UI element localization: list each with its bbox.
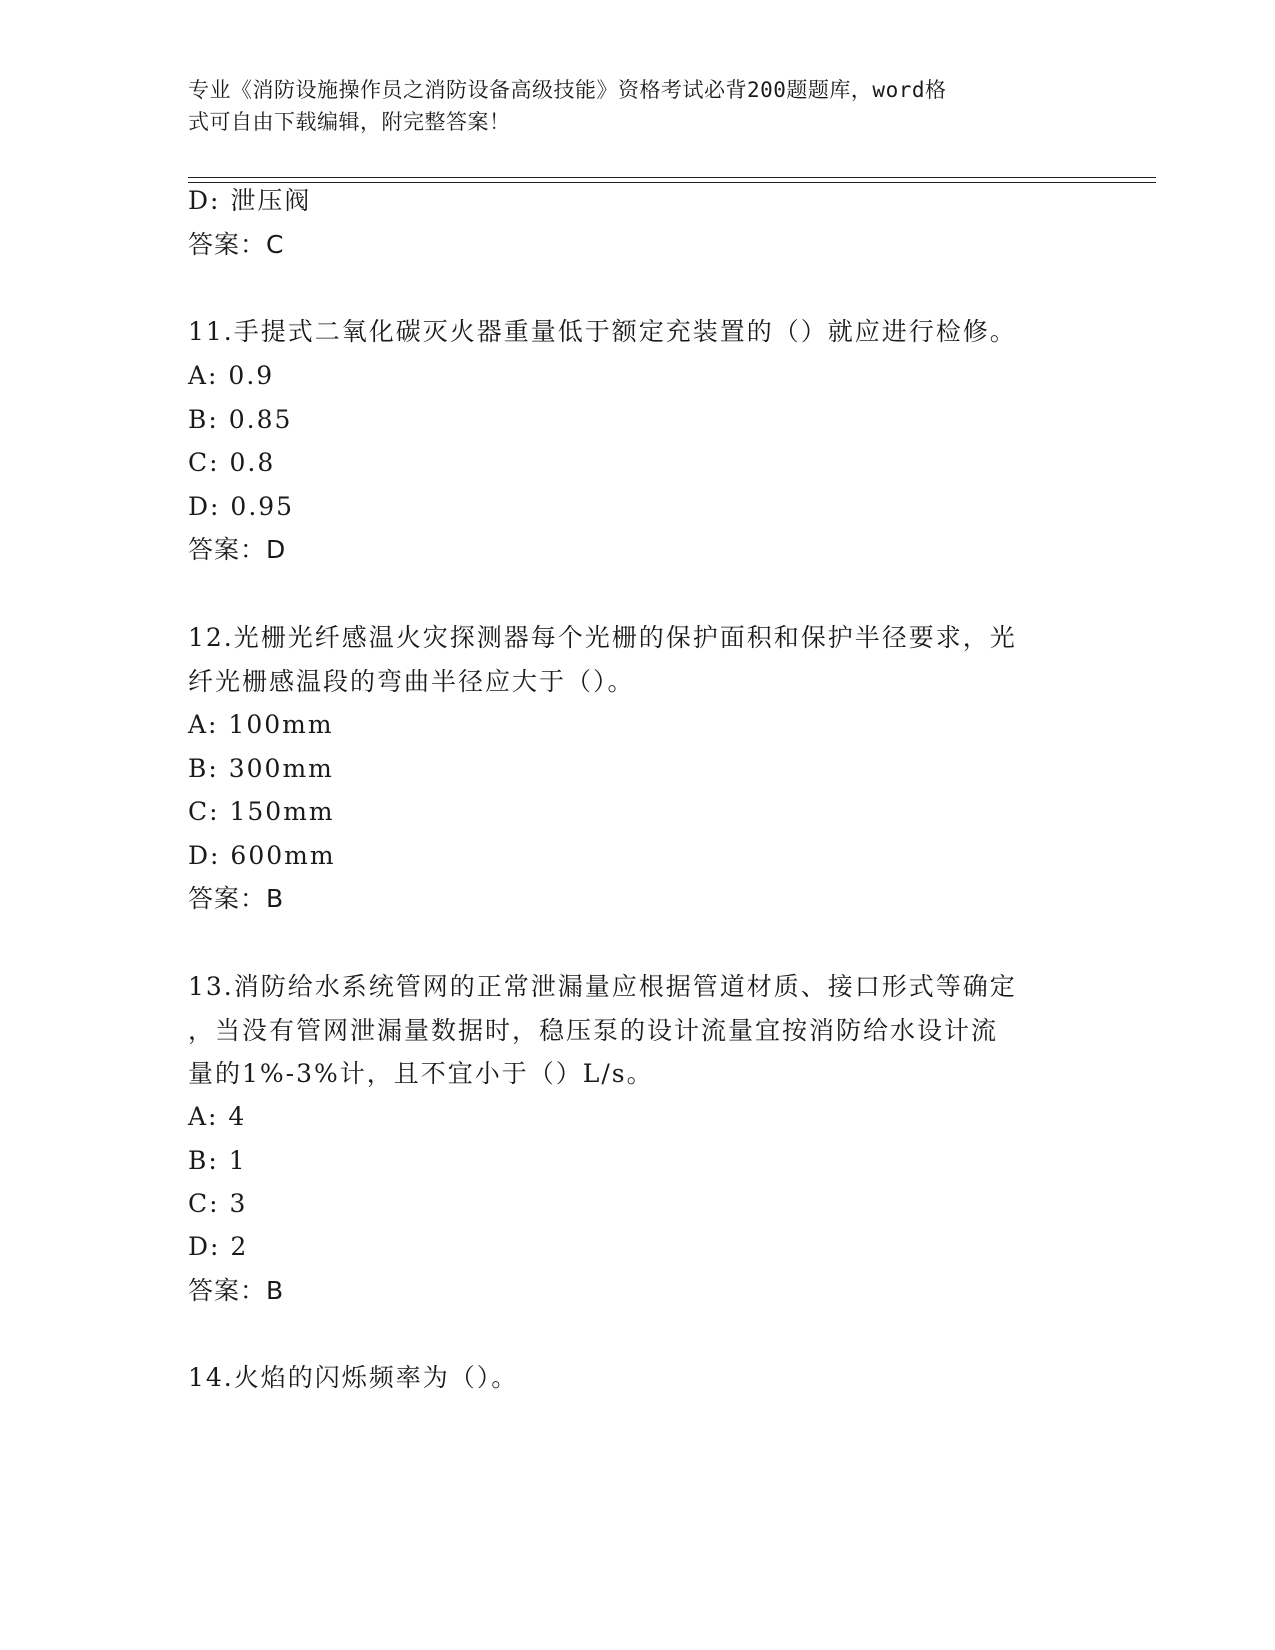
question-14: 14.火焰的闪烁频率为（）。: [188, 1363, 519, 1392]
document-header: [188, 74, 1088, 138]
header-divider-bottom: [188, 182, 1156, 183]
option-d: D: 泄压阀: [188, 186, 312, 215]
question-13-line-1: 13.消防给水系统管网的正常泄漏量应根据管道材质、接口形式等确定: [188, 972, 1017, 1001]
q13-answer: 答案：B: [188, 1276, 285, 1305]
q11-option-c: C: 0.8: [188, 448, 276, 477]
q12-option-c: C: 150mm: [188, 797, 335, 826]
q13-option-c: C: 3: [188, 1189, 248, 1218]
question-13-line-2: ，当没有管网泄漏量数据时，稳压泵的设计流量宜按消防给水设计流: [188, 1016, 999, 1045]
question-12-line-1: 12.光栅光纤感温火灾探测器每个光栅的保护面积和保护半径要求，光: [188, 623, 1017, 652]
q12-option-b: B: 300mm: [188, 754, 334, 783]
q12-option-a: A: 100mm: [188, 710, 334, 739]
q13-option-a: A: 4: [188, 1102, 247, 1131]
question-11: 11.手提式二氧化碳灭火器重量低于额定充装置的（）就应进行检修。: [188, 317, 1017, 346]
q11-option-d: D: 0.95: [188, 492, 295, 521]
header-line-2: 式可自由下载编辑，附完整答案！: [188, 110, 511, 134]
answer: 答案：C: [188, 230, 285, 259]
question-13-line-3: 量的1%-3%计，且不宜小于（）L/s。: [188, 1059, 654, 1088]
header-line-1: 专业《消防设施操作员之消防设备高级技能》资格考试必背200题题库，word格: [188, 78, 947, 102]
q13-option-b: B: 1: [188, 1146, 247, 1175]
q13-option-d: D: 2: [188, 1232, 249, 1261]
q12-answer: 答案：B: [188, 884, 285, 913]
q11-option-a: A: 0.9: [188, 361, 275, 390]
header-divider-top: [188, 177, 1156, 178]
q11-answer: 答案：D: [188, 535, 287, 564]
question-12-line-2: 纤光栅感温段的弯曲半径应大于（）。: [188, 667, 635, 696]
q11-option-b: B: 0.85: [188, 405, 293, 434]
q12-option-d: D: 600mm: [188, 841, 336, 870]
